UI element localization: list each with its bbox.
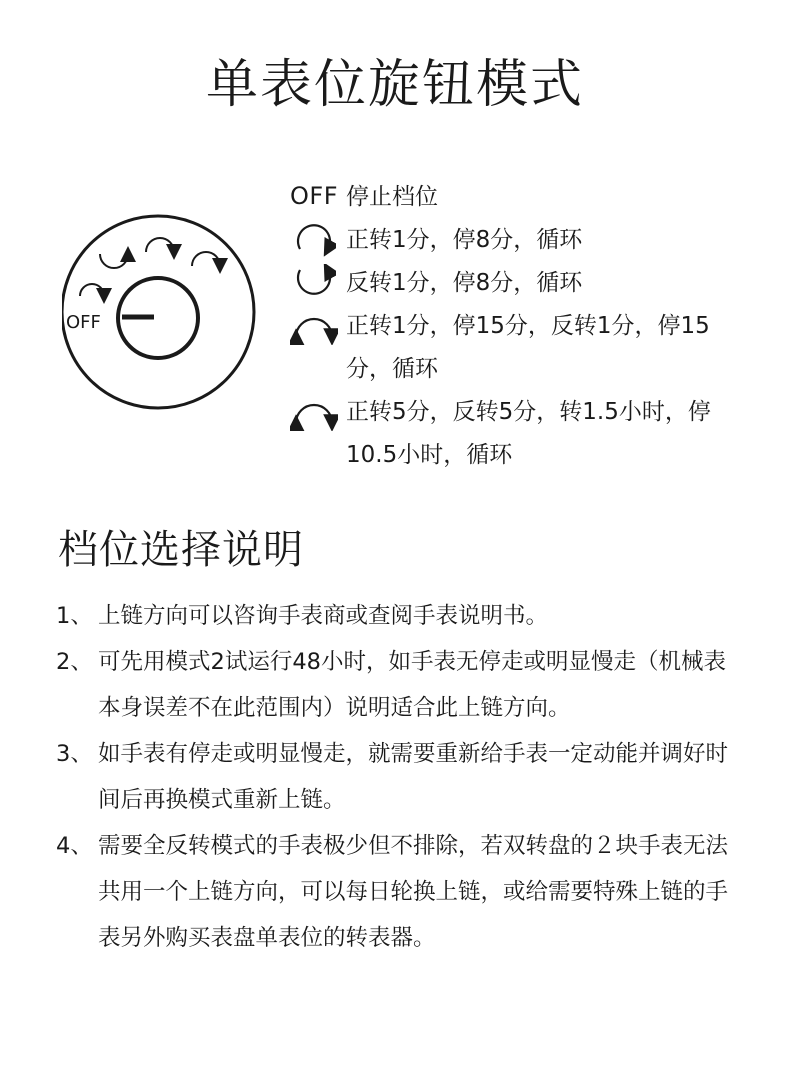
list-item (56, 593, 756, 639)
list-number: 2、 (56, 649, 93, 675)
mode-description: 正转1分，停15分，反转1分，停15分，循环 (346, 313, 710, 382)
list-text: 需要全反转模式的手表极少但不排除，若双转盘的２块手表无法共用一个上链方向，可以每日轮换上链，或给需要特殊上链的手表另外购买表盘单表位的转表器。 (98, 833, 729, 951)
list-number: 4、 (56, 833, 93, 859)
off-label-icon: OFF (290, 182, 338, 210)
dial-arrow-cw (100, 254, 128, 268)
counterclockwise-arrow-icon (282, 262, 346, 302)
rotary-dial[interactable] (62, 210, 262, 410)
list-text: 如手表有停走或明显慢走，就需要重新给手表一定动能并调好时间后再换模式重新上链。 (98, 741, 729, 813)
list-text: 可先用模式2试运行48小时，如手表无停走或明显慢走（机械表本身误差不在此范围内）说明适合此上链方向。 (98, 649, 726, 721)
dial-arrow-ccw-1 (80, 284, 104, 296)
mode-description: 停止档位 (346, 184, 438, 210)
bidirectional-arrow-icon (282, 391, 346, 431)
bidirectional-arrow-icon (282, 305, 346, 345)
mode-row-1 (282, 219, 762, 262)
mode-description: 正转1分，停8分，循环 (346, 227, 583, 253)
dial-arrow-bi-1 (146, 238, 174, 252)
mode-legend (282, 176, 762, 477)
mode-row-4 (282, 391, 762, 477)
mode-description: 正转5分，反转5分，转1.5小时，停10.5小时，循环 (346, 399, 711, 468)
mode-row-2 (282, 262, 762, 305)
mode-row-3 (282, 305, 762, 391)
page-title: 单表位旋钮模式 (205, 55, 584, 115)
notes-list (56, 593, 756, 961)
dial-off-label: OFF (66, 312, 101, 333)
mode-description: 反转1分，停8分，循环 (346, 270, 583, 296)
list-number: 1、 (56, 603, 93, 629)
list-number: 3、 (56, 741, 93, 767)
list-text: 上链方向可以咨询手表商或查阅手表说明书。 (98, 603, 549, 629)
section-title: 档位选择说明 (58, 527, 304, 573)
list-item (56, 823, 756, 961)
list-item (56, 639, 756, 731)
clockwise-arrow-icon (282, 219, 346, 259)
mode-row-off (282, 176, 762, 219)
list-item (56, 731, 756, 823)
dial-arrow-bi-2 (192, 252, 220, 266)
